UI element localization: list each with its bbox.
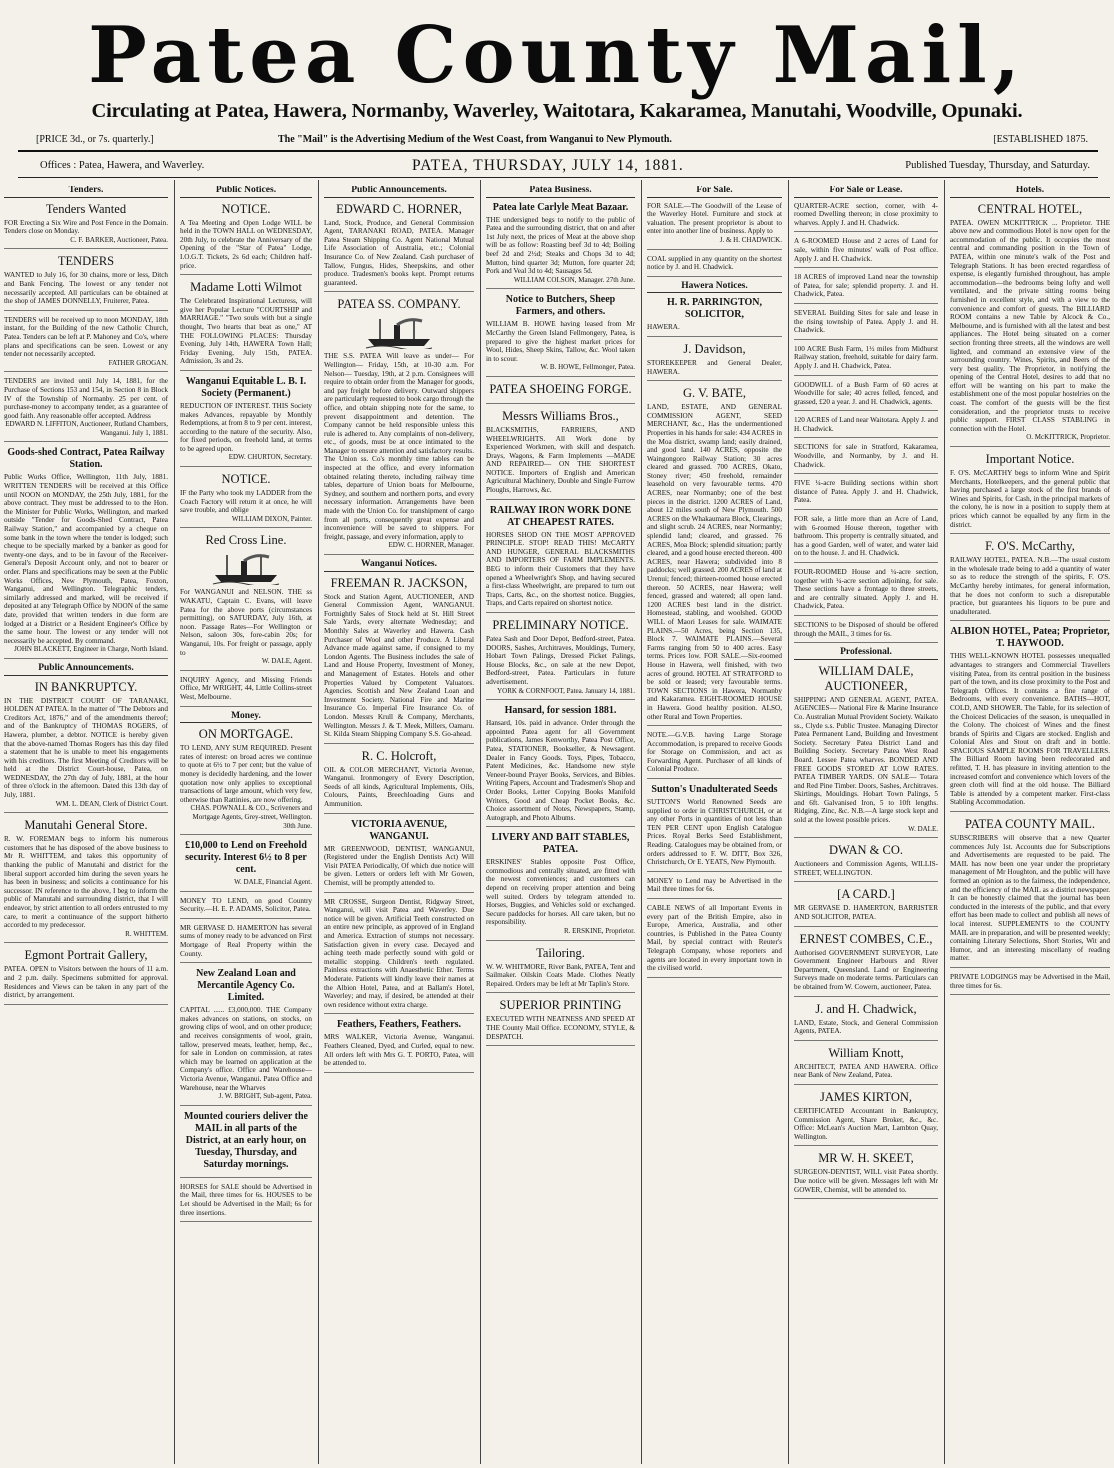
column-public-announcements	[324, 186, 474, 1462]
ad-body: PRIVATE LODGINGS may be Advertised in the Mail, three times for 6s.	[950, 972, 1110, 990]
column-heading: Hotels.	[950, 186, 1110, 198]
ad-signature: EDW. CHURTON, Secretary.	[228, 453, 312, 462]
ad-body: WANTED to July 16, for 30 chains, more or less, Ditch and Bank Fencing. The lowest or any tender not necessarily accepted. All particulars can be obtained at the shop of JAMES DONNELLY, Fruiterer, Patea.	[4, 271, 168, 306]
established-line: [ESTABLISHED 1875.	[993, 134, 1088, 145]
ad-title: MR W. H. SKEET,	[818, 1151, 914, 1166]
ad-title: VICTORIA AVENUE, WANGANUI.	[351, 818, 447, 842]
advertisement	[180, 1111, 312, 1178]
advertisement	[794, 479, 938, 510]
advertisement	[486, 294, 635, 377]
ad-body: FIVE ¼-acre Building sections within short distance of Patea. Apply J. and H. Chadwick, Patea.	[794, 479, 938, 505]
ad-body: FOR Erecting a Six Wire and Post Fence in the Domain. Tenders close on Monday.	[4, 218, 168, 236]
column-heading: Public Notices.	[180, 186, 312, 198]
ad-title: G. V. BATE,	[682, 386, 747, 401]
advertisement	[4, 377, 168, 442]
advertisement	[180, 280, 312, 371]
ad-body: INQUIRY Agency, and Missing Friends Office, Mr WRIGHT, 44, Little Collins-street West, Melbourne.	[180, 675, 312, 701]
newspaper-title: Patea County Mail,	[88, 10, 1026, 101]
ad-signature: EDWARD N. LIFFITON, Auctioneer, Rutland Chambers, Wanganui. July 1, 1881.	[5, 420, 168, 437]
ad-body: FOR sale, a little more than an Acre of Land, with 6-roomed House thereon, together with bathroom. This property is centrally situated, and has a good Garden, well of water, and water laid on to the house. J. and H. Chadwick.	[794, 515, 938, 558]
ad-body: SURGEON-DENTIST, WILL visit Patea shortly. Due notice will be given. Messages left with Mr GOWER, Chemist, will be attended to.	[794, 1168, 938, 1194]
column-heading: Public Announcements.	[324, 186, 474, 198]
column-heading: Tenders.	[4, 186, 168, 198]
ad-title: J. and H. Chadwick,	[815, 1001, 917, 1016]
ad-title: Madame Lotti Wilmot	[190, 280, 302, 295]
ad-body: A 6-ROOMED House and 2 acres of Land for sale, within five minutes' walk of Post office. Apply J. and H. Chadwick.	[794, 237, 938, 263]
ad-body: BLACKSMITHS, FARRIERS, AND WHEELWRIGHTS. All Work done by Experienced Workmen, with skill and despatch. Drays, Wagons, & Farm Implements —MADE AND REPAIRED— ON THE SHORTEST NOTICE. Importers of English and American Agricultural Machinery, Double and Single Furrow Ploughs, Harrows, &c.	[486, 425, 635, 495]
ad-body: R. W. FOREMAN begs to inform his numerous customers that he has disposed of the above business to Mr R. WHITTEM, and takes this opportunity of thanking the public of Manutahi and district for the liberal support accorded him during the seven years he has been in business; and solicits a continuance for his successor. IN reference to the above, I beg to inform the public of Manutahi and surrounding district, that I will endeavor, by strict attention to all orders entrusted to my care, to merit a continuance of the support hitherto accorded to my predecessor.	[4, 835, 168, 930]
ad-title: Egmont Portrait Gallery,	[24, 948, 148, 963]
ad-signature: O. McKITTRICK, Proprietor.	[1026, 433, 1110, 442]
advertisement	[794, 568, 938, 616]
column-divider	[944, 180, 945, 1464]
ad-title: Notice to Butchers, Sheep Farmers, and others.	[505, 294, 616, 318]
ad-title: New Zealand Loan and Mercantile Agency Co. Limited.	[196, 968, 296, 1004]
ad-signature: W. DALE.	[908, 824, 938, 833]
ad-body: Patea Sash and Door Depot, Bedford-street, Patea. DOORS, Sashes, Architraves, Mouldings, Turnery, Hobart Town Palings, Dressed Picket Palings, House Blocks, &c., on sale at the new Depot, Bedford-street, Patea. Particulars in future advertisement.	[486, 635, 635, 686]
ad-body: THE undersigned begs to notify to the public of Patea and the surrounding district, that on and after 1st July next, the prices of Meat at the above shop will be as follow: Roasting beef 3d to 4d; Boiling beef 2d and 2½d; Steaks and Chops 3d to 4d; Mutton, hind quarter 3d; Mutton, fore quarter 2d; Pork and Veal 3d to 4d; Sausages 5d.	[486, 215, 635, 276]
ad-body: F. O'S. McCARTHY begs to inform Wine and Spirit Merchants, Hotelkeepers, and the general public that having purchased a large stock of the first brands of Wines and Spirits, for Cash, in the principal markets of the colony, he is now in a position to supply them at prices which cannot be equalled by any firm in the district.	[950, 469, 1110, 529]
advertisement	[647, 784, 782, 872]
column-hotels	[950, 186, 1110, 1462]
ad-signature: W. B. HOWE, Fellmonger, Patea.	[540, 363, 635, 372]
advertisement	[950, 973, 1110, 995]
ad-body: Hansard, 10s. paid in advance. Order through the appointed Patea agent for all Government publications, James Kenworthy, Patea Post Office, Patea, STATIONER, Bookseller, & Newsagent. Dealer in Fancy Goods. Toys, Pipes, Tobacco, Patent Medicines, &c. Handsome new style Veneer-bound Prayer Books, Services, and Bibles. Writing Papers, Account and Tradesmen's Shop and Order Books, Letter Copying Books Manifold Writers, Good and Cheap Pocket Books, &c. Choice assortment of Notes, Newspapers, Stamp, Autograph, and Photo Albums.	[486, 719, 635, 822]
ad-title: FREEMAN R. JACKSON,	[330, 575, 468, 590]
advertisement	[180, 202, 312, 276]
ad-body: THIS WELL-KNOWN HOTEL possesses unequalled advantages to strangers and Commercial Travellers visiting Patea, from its central position in the business part of the town, and its close proximity to the Post and Telegraph Offices. It contains a fine range of Bedrooms, with every convenience. BATHS—HOT, COLD, AND SHOWER. The Table, for its selection of the Choicest Delicacies of the season, is unequalled in the Colony. The choicest of Wines and the finest brands of Spirits and Cigars are stocked. English and Colonial Ales and Stout on draft and in bottle. SPACIOUS SAMPLE ROOMS FOR TRAVELLERS. The Billiard Room having been redecorated and refitted, T. H. has pleasure in inviting attention to the increased comfort and convenience which lovers of the green cloth will find at the old house. The Billiard Table is attended by a competent marker. First-class Stabling Accommodation.	[950, 652, 1110, 807]
ad-title: F. O'S. McCarthy,	[985, 539, 1075, 554]
ad-body: MR GREENWOOD, DENTIST, WANGANUI, (Registered under the English Dentists Act) Will Visit PATEA Periodically, Of which due notice will be given. Letters or orders left with Mr Gowen, Chemist, will be promptly attended to.	[324, 844, 474, 888]
offices-line: Offices : Patea, Hawera, and Waverley.	[40, 160, 205, 171]
ad-title: JAMES KIRTON,	[819, 1089, 913, 1104]
ad-title: ON MORTGAGE.	[198, 727, 294, 742]
ad-signature: WILLIAM DIXON, Painter.	[231, 514, 312, 523]
advertisement	[950, 452, 1110, 534]
advertisement	[180, 968, 312, 1106]
advertisement	[486, 409, 635, 500]
column-divider	[174, 180, 175, 1464]
ad-title: WILLIAM DALE, AUCTIONEER,	[818, 663, 914, 693]
advertisement	[794, 621, 938, 643]
advertisement	[486, 618, 635, 700]
ad-title: Tailoring.	[536, 945, 585, 960]
ad-title: PATEA SHOEING FORGE.	[489, 381, 632, 396]
ad-body: MONEY TO LEND, on good Country Security.—H. E. P. ADAMS, Solicitor, Patea.	[180, 896, 312, 914]
ad-signature: FATHER GROGAN.	[108, 358, 168, 367]
advertisement	[794, 345, 938, 376]
ad-title: NOTICE.	[221, 472, 271, 487]
ad-body: LAND, Estate, Stock, and General Commission Agents, PATEA.	[794, 1018, 938, 1036]
ad-body: IF the Party who took my LADDER from the Coach Factory will return it at once, he will save trouble, and oblige	[180, 489, 312, 515]
advertisement	[794, 1151, 938, 1199]
ad-title: Tenders Wanted	[45, 201, 127, 216]
ad-title: Wanganui Equitable L. B. I. Society (Permanent.)	[185, 375, 307, 399]
ad-body: MR GERVASE D. HAMERTON has several sums of money ready to be advanced on First Mortgage of Real Property within the County.	[180, 923, 312, 958]
ad-body: OIL & COLOR MERCHANT, Victoria Avenue, Wanganui. Ironmongery of Every Description, Seeds of all kinds, Agricultural Implements, Oils, Colours, Paints, Breechloading Guns and Ammunition.	[324, 765, 474, 809]
ad-signature: J. & H. CHADWICK.	[719, 235, 782, 244]
ad-body: For WANGANUI and NELSON. THE ss WAKATU, Captain C. Evans, will leave Patea for the above ports (circumstances permitting), on SATURDAY, July 16th, at noon. Passage Rates—For Wellington or Nelson, saloon 30s, fore-cabin 20s; for Wanganui, 10s. For freight or passage, apply to	[180, 588, 312, 657]
advertisement	[794, 887, 938, 926]
ad-signature: R. ERSKINE, Proprietor.	[564, 927, 635, 936]
ad-body: WILLIAM B. HOWE having leased from Mr McCarthy the Green Island Fellmongery, Patea, is prepared to give the highest market prices for Wool, Hides, Sheep Skins, Tallow, &c. Wool taken in to scour.	[486, 320, 635, 363]
ad-body: CABLE NEWS of all Important Events in every part of the British Empire, also in Europe, America, Australia, and other countries, is Published in the Patea County Mail, by special contract with Reuter's Telegraph Company, whose reporters and agents are located in every important town in the civilised world.	[647, 904, 782, 973]
ad-body: FOR SALE.—The Goodwill of the Lease of the Waverley Hotel. Furniture and stock at valuation. The present proprietor is about to enter into another line of business. Apply to	[647, 201, 782, 236]
ad-body: PATEA. OPEN to Visitors between the hours of 11 a.m. and 2 p.m. daily. Specimens submitted for approval. Residences and Views can be taken in any part of the district, by arrangement.	[4, 965, 168, 1000]
ad-title: IN BANKRUPTCY.	[34, 679, 138, 694]
ad-body: HORSES SHOD ON THE MOST APPROVED PRINCIPLE. STOP! READ THIS! McCARTY AND HUNGER, GENERAL BLACKSMITHS AND IMPORTERS OF FARM IMPLEMENTS. BEG to inform their Customers that they have opened a Wheelwright's Shop, and having secured a first-class Wheelwright, are prepared to turn out Traps, Carts, &c., on the shortest notice. Buggies, Traps, and Carts repaired on shortest notice.	[486, 530, 635, 608]
column-divider	[480, 180, 481, 1464]
ad-body: IN THE DISTRICT COURT OF TARANAKI, HOLDEN AT PATEA. In the matter of "The Debtors and Creditors Act, 1876," and of the amendments thereof; and of the Bankruptcy of THOMAS ROGERS, of Hawera, plumber, a debtor. NOTICE is hereby given that the above-named Thomas Rogers has this day filed a statement that he is unable to meet his engagements with his creditors. The first Meeting of Creditors will be held at the District Court-house, Patea, on WEDNESDAY, the 27th day of July, 1881, at the hour of three o'clock in the afternoon. Dated this 13th day of July, 1881.	[4, 696, 168, 800]
column-heading: Public Announcements.	[4, 664, 168, 676]
advertisement	[4, 316, 168, 373]
ad-title: Messrs Williams Bros.,	[502, 408, 619, 423]
ad-body: Stock and Station Agent, AUCTIONEER, AND General Commission Agent, WANGANUI. Fortnightly Sales of Stock held at St. Hill Street Sale Yards, every alternate Wednesday; and Monthly Sales at Waverley and Hawera. Cash Purchaser of Wool and other Produce. A Liberal Advance made against same, if consigned to my London Agents. The Business includes the sale of Land and House Property, Investment of Money, and Management of Estates. Hotels and other Properties Valued by Competent Valuators. Agencies. Scottish and New Zealand Loan and Investment Society. National Fire and Marine Insurance Co. Imperial Fire Insurance Co. of London. Messrs Krull & Company, Merchants, Wellington. Messrs J. & T. Meek, Millers, Oamaru. St. Kilda Steam Shipping Company S.S. Go-ahead.	[324, 592, 474, 739]
ad-title: NOTICE.	[221, 201, 271, 216]
advertisement	[794, 416, 938, 438]
ad-body: SEVERAL Building Sites for sale and lease in the rising township of Patea. Apply J. and H. Chadwick.	[794, 308, 938, 335]
ad-body: SECTIONS for sale in Stratford, Kakaramea, Woodville, and Normanby, by J. and H. Chadwick.	[794, 443, 938, 469]
ad-title: William Knott,	[828, 1045, 904, 1060]
advertisement	[324, 576, 474, 744]
advertisement	[794, 273, 938, 304]
ad-body: CERTIFICATED Accountant in Bankruptcy, Commission Agent, Share Broker, &c., &c. Office: McLean's Auction Mart, Lambton Quay, Wellington.	[794, 1106, 938, 1141]
advertisement	[794, 443, 938, 474]
ad-title: SUPERIOR PRINTING	[499, 998, 622, 1013]
dateline-rule	[18, 177, 1098, 178]
ad-body: NOTE.—G.V.B. having Large Storage Accommodation, is prepared to receive Goods for Storage on Commission, and act as Forwarding Agent. Purchaser of all kinds of Colonial Produce.	[647, 731, 782, 774]
column-divider	[318, 180, 319, 1464]
column-divider	[641, 180, 642, 1464]
advertisement	[794, 1090, 938, 1146]
ad-body: TENDERS are invited until July 14, 1881, for the Purchase of Sections 153 and 154, in Section 8 in Block IV of the Township of Normanby. 25 per cent. of purchase-money to accompany tender, as a guarantee of good faith. Any reasonable offer accepted. Address	[4, 377, 168, 420]
advertisement	[486, 705, 635, 827]
ad-title: ERNEST COMBES, C.E.,	[799, 931, 933, 946]
masthead	[0, 0, 1114, 150]
ad-body: SUBSCRIBERS will observe that a new Quarter commences July 1st. Accounts due for Subscriptions and Advertisements are requested to be paid. The MAIL has now been one year under the proprietary management of Mr Houghton, and the public will have formed an opinion as to the fairness, the independence, and the efficiency of the MAIL as a district newspaper. It can be honestly claimed that the journal has been conducted in the interests of the public, and that every effort has been made to collect and publish all news of local interest. SUPPLEMENTS to the COUNTY MAIL are in preparation, and will be presented weekly; containing Literary Selections, Short Stories, Wit and Humor, and an interesting miscellany of reading matter.	[950, 834, 1110, 963]
ad-body: W. W. WHITMORE, River Bank, PATEA, Tent and Sailmaker. Oilskin Coats Made. Clothes Neatly Repaired. Orders may be left at Mr Taplin's Store.	[486, 962, 635, 988]
advertisement	[324, 297, 474, 555]
advertisement	[486, 382, 635, 404]
advertisement	[180, 472, 312, 528]
column-patea-business	[486, 186, 635, 1462]
advertisement	[324, 202, 474, 293]
ad-body: A Tea Meeting and Open Lodge WILL be held in the TOWN HALL on WEDNESDAY, 20th July, to celebrate the Anniversary of the Opening of the "Star of Patea" Lodge, I.O.G.T. Tickets, 2s 6d each; Children half-price.	[180, 218, 312, 270]
ad-signature: J. W. BRIGHT, Sub-agent, Patea.	[218, 1092, 312, 1101]
ad-signature: W. DALE, Financial Agent.	[234, 878, 312, 887]
advertisement	[4, 447, 168, 658]
ad-body: Authorised GOVERNMENT SURVEYOR, Late Government Engineer Harbours and River Department, Queensland. Land or Engineering Surveys made on moderate terms. Particulars can be obtained from W. Cowern, auctioneer, Patea.	[794, 948, 938, 991]
ad-body: REDUCTION OF INTEREST. THIS Society makes Advances, repayable by Monthly Redemptions, at from 8 to 9 per cent. interest, according to the nature of the security. Also, for fixed periods, on freehold land, at terms to be agreed upon.	[180, 401, 312, 453]
advertisement	[486, 946, 635, 994]
ad-body: 120 ACRES of Land near Waitotara. Apply J. and H. Chadwick.	[794, 416, 938, 433]
advertisement	[950, 539, 1110, 621]
ad-body: HORSES for SALE should be Advertised in the Mail, three times for 6s. HOUSES to be Let should be Advertised in the Mail; 6s for three insertions.	[180, 1182, 312, 1217]
advertisement	[950, 202, 1110, 447]
advertisement	[794, 843, 938, 882]
issue-date: PATEA, THURSDAY, JULY 14, 1881.	[412, 157, 684, 174]
advertising-medium-line: The "Mail" is the Advertising Medium of the West Coast, from Wanganui to New Plymouth.	[278, 134, 672, 145]
ad-title: J. Davidson,	[683, 341, 746, 356]
ad-signature: WM. L. DEAN, Clerk of District Court.	[55, 799, 168, 808]
advertisement	[794, 381, 938, 412]
ad-body: FOUR-ROOMED House and ¼-acre section, together with ¼-acre section adjoining, for sale. These sections have a frontage to three streets, and are centrally situated. Apply J. and H. Chadwick, Patea.	[794, 568, 938, 611]
ad-body: THE S.S. PATEA Will leave as under— For Wellington— Friday, 15th, at 10-30 a.m. For Nelson— Tuesday, 19th, at 2 p.m. Consignees will require to obtain order from the Manager for goods, and pay freight before delivery. Outward shippers are particularly requested to book cargo through the office, and obtain shipping note for the same, to prevent disappointment and detention. The Company cannot be held responsible unless this rule is adhered to. Any complaints of non-delivery, etc., of goods, must be at once intimated to the Manager to ensure attention and satisfactory results. The Union ss. Co's monthly time tables can be inspected at the office, and every information obtained relating thereto, including railway time tables, departure of Union boats for Melbourne, Sydney, and southern and northern ports, and every necessary information. Arrangements have been made with the Union Co. for transhipment of cargo from all ports, consequently great expense and inconvenience will be saved to shippers. For freight, passage, and every information, apply to	[324, 352, 474, 541]
advertisement	[180, 533, 312, 670]
ad-title: H. R. PARRINGTON, SOLICITOR,	[667, 297, 762, 321]
ad-body: Public Works Office, Wellington, 11th July, 1881. WRITTEN TENDERS will be received at this Office until NOON on MONDAY, the 25th July, 1881, for the above contract. They must be addressed to to the Hon. the Minister for Public Works, Wellington, and marked outside "Tender for Goods-Shed Contract, Patea Railway Station," and accompanied by a cheque on some bank in the town where the tender is lodged; such cheque to be specially marked by a banker as good for twenty-one days, and to be in favour of the Receiver-General's Deposit Account only, and not to bearer or order. Plans and specifications may be seen at the Public Works Offices, New Plymouth, Patea, Foxton, Wanganui, and Wellington. Telegraphic tenders, similarly addressed and marked, will be received if deposited at any Telegraph Office by NOON of the same date, provided that written tenders in due form are lodged at a District or a Resident Engineer's Office by the same hour. The lowest or any tender will not necessarily be accepted. By command.	[4, 473, 168, 645]
column-heading: Wanganui Notices.	[324, 560, 474, 572]
ad-title: Manutahi General Store.	[24, 818, 148, 833]
ad-signature: YORK & CORNFOOT, Patea. January 14, 1881.	[497, 686, 635, 695]
advertisement	[647, 255, 782, 277]
ad-body: MR CROSSE, Surgeon Dentist, Ridgway Street, Wanganui, will visit Patea and Waverley. Due notice will be given. Artificial Teeth constructed on an entire new principle, as approved of in England and America. Extraction of stumps not necessary. Satisfaction given in every case. Decayed and aching teeth made perfectly sound with gold or metallic stopping. Children's teeth regulated. Painless extractions with Anaesthetic Ether. Terms Moderate. Patients will kindly leave their names at the Albion Hotel, Patea, and at Ballam's Hotel, Waverley; and may, if desired, be attended at their own residence without extra charge.	[324, 897, 474, 1009]
ad-title: LIVERY AND BAIT STABLES, PATEA.	[491, 832, 630, 856]
ad-body: MRS WALKER, Victoria Avenue, Wanganui. Feathers Cleaned, Dyed, and Curled, equal to new. All orders left with Mrs G. T. PORTO, Patea, will be attended to.	[324, 1033, 474, 1068]
circulation-line: Circulating at Patea, Hawera, Normanby, Waverley, Waitotara, Kakaramea, Manutahi, Woodville, Opunaki.	[91, 100, 1023, 122]
ad-body: QUARTER-ACRE section, corner, with 4-roomed Dwelling thereon; in close proximity to wharves. Apply J. and H. Chadwick.	[794, 201, 938, 227]
advertisement	[647, 731, 782, 779]
advertisement	[794, 515, 938, 563]
ad-title: DWAN & CO.	[829, 843, 903, 858]
ad-body: CAPITAL ...... £3,000,000. THE Company makes advances on stations, on stocks, on growing clips of wool, and on other produce; and receives consignments of wool, grain, tallow, preserved meats, leather, hemp, &c., for sale in London on commission, at rates which may be learned on application at the Company's office. Office and Warehouse—Victoria Avenue, Wanganui. Patea Office and Warehouse, near the Wharves	[180, 1006, 312, 1092]
price-line: [PRICE 3d., or 7s. quarterly.]	[36, 134, 154, 145]
ad-signature: EDW. C. HORNER, Manager.	[388, 541, 474, 550]
advertisement	[647, 342, 782, 381]
ad-title: PATEA COUNTY MAIL.	[965, 817, 1095, 832]
ad-title: Sutton's Unadulterated Seeds	[651, 784, 778, 796]
ad-title: PATEA SS. COMPANY.	[337, 297, 461, 312]
ad-body: The Celebrated Inspirational Lecturess, will give her Popular Lecture "COURTSHIP and MARRIAGE." "Two souls with but a single thought, Two hearts that beat as one," AT THE FOLLOWING PLACES: Thursday Evening, July 14th, HAWERA Town Hall; Friday Evening, July 15th, PATEA. Admission, 3s and 2s.	[180, 297, 312, 366]
column-heading: Money.	[180, 712, 312, 724]
ad-body: GOODWILL of a Bush Farm of 60 acres at Woodville for sale; 40 acres felled, fenced, and grassed, £20 a year. J. and H. Chadwick, agents.	[794, 380, 938, 406]
advertisement	[794, 237, 938, 268]
ad-title: EDWARD C. HORNER,	[336, 201, 462, 216]
advertisement	[794, 1002, 938, 1041]
ad-body: RAILWAY HOTEL, PATEA. N.B.—The usual custom in the wholesale trade being to add a quantity of water so as to reduce the strength of the spirits, F. O'S. McCarthy hereby intimates, for general information, that he does not conform to such a disreputable practice, but guarantees his liquors to be pure and unadulterated.	[950, 556, 1110, 616]
ad-body: PATEA. OWEN MCKITTRICK ... Proprietor. THE above new and commodious Hotel is now open for the accommodation of the public. It occupies the most central and commanding position in the Town of PATEA, within one minute's walk of the Post and Telegraph Stations. It has been erected regardless of expense, is elegantly furnished throughout, has ample accommodation—the bedrooms being lofty and well ventilated, and the private sitting rooms being furnished in excellent style, and with a view to the convenience and comfort of guests. The BILLIARD ROOM contains a new Table by Alcock & Co., Melbourne, and is furnished with all the latest and best appliances. The Hotel being situated on a corner section fronting three streets, all the windows are well lighted, and command an extensive view of the surrounding country. Wines, Spirits, and Beers of the very best quality. The Proprietor, in notifying the opening of the Central Hotel, desires to add that no effort will be wanting on his part to make the establishment one of the most popular hostelries on the coast. The comfort of the guests will be the first consideration, and the proprietor trusts to receive public support. FIRST CLASS STABLING in connection with the Hotel.	[950, 218, 1110, 433]
column-heading: For Sale or Lease.	[794, 186, 938, 198]
ad-signature: W. DALE, Agent.	[261, 657, 312, 666]
ad-title: R. C. Holcroft,	[361, 748, 437, 763]
advertisement	[950, 817, 1110, 968]
column-heading: Professional.	[794, 648, 938, 660]
advertisement	[180, 376, 312, 467]
ad-title: RAILWAY IRON WORK DONE AT CHEAPEST RATES.	[489, 504, 632, 528]
advertisement	[794, 202, 938, 233]
ad-title: [A CARD.]	[837, 887, 895, 902]
ad-title: Mounted couriers deliver the MAIL in all parts of the District, at an early hour, on Tuesday, Thursday, and Saturday mornings.	[184, 1110, 308, 1170]
column-public-notices	[180, 186, 312, 1462]
ad-body: 18 ACRES of improved Land near the township of Patea, for sale; splendid property. J. and H. Chadwick, Patea.	[794, 273, 938, 299]
advertisement	[486, 202, 635, 290]
advertisement	[4, 254, 168, 310]
ad-title: Feathers, Feathers, Feathers.	[336, 1019, 462, 1031]
advertisement	[324, 749, 474, 814]
ad-body: ERSKINES' Stables opposite Post Office, commodious and centrally situated, are fitted with the newest conveniences; and customers can depend on receiving proper attention and being well suited. Orders by telegram attended to. Horses, Buggies, and Vehicles sold or exchanged. Secure paddocks for horses. All care taken, but no responsibility.	[486, 858, 635, 927]
ad-body: MONEY to Lend may be Advertised in the Mail three times for 6s.	[647, 876, 782, 894]
column-tenders	[4, 186, 168, 1462]
advertisement	[180, 676, 312, 707]
advertisement	[647, 202, 782, 250]
column-heading: For Sale.	[647, 186, 782, 198]
column-heading: Hawera Notices.	[647, 282, 782, 294]
advertisement	[180, 840, 312, 892]
ad-body: SECTIONS to be Disposed of should be offered through the MAIL, 3 times for 6s.	[794, 620, 938, 638]
ad-body: MR GERVASE D. HAMERTON, BARRISTER AND SOLICITOR, PATEA.	[794, 904, 938, 922]
advertisement	[647, 297, 782, 337]
advertisement	[486, 832, 635, 940]
advertisement	[180, 924, 312, 963]
advertisement	[324, 898, 474, 1015]
ad-body: EXECUTED WITH NEATNESS AND SPEED AT THE County Mail Office. ECONOMY, STYLE, & DESPATCH.	[486, 1015, 635, 1041]
ad-title: Patea late Carlyle Meat Bazaar.	[492, 201, 629, 213]
ad-body: COAL supplied in any quantity on the shortest notice by J. and H. Chadwick.	[647, 254, 782, 272]
ad-title: ALBION HOTEL, Patea; Proprietor, T. HAYWOOD.	[950, 626, 1110, 650]
advertisement	[647, 877, 782, 899]
ad-title: Goods-shed Contract, Patea Railway Station.	[7, 447, 165, 471]
advertisement	[324, 1019, 474, 1072]
advertisement	[794, 1046, 938, 1085]
advertisement	[950, 626, 1110, 812]
steamship-icon	[211, 551, 281, 585]
ad-body: TENDERS will be received up to noon MONDAY, 18th instant, for the Building of the new Catholic Church, Patea. Tenders can be left at P. Mahoney and Co's, where plans and specifications can be seen. Lowest or any tender not necessarily accepted.	[4, 315, 168, 359]
ad-body: 100 ACRE Bush Farm, 1½ miles from Midhurst Railway station, freehold, suitable for dairy farm. Apply J. and H. Chadwick, Patea.	[794, 344, 938, 370]
top-rule	[18, 150, 1098, 152]
ad-body: SUTTON'S World Renowned Seeds are supplied to order in CHRISTCHURCH, or at any other Ports in quantities of not less than TEN PER CENT upon English Catalogue Prices. Royal Berks Seed Establishment, Reading. Catalogues may be obtained from, or orders addressed to F. W. DITT, Box 326, Christchurch, Or E. YEATS, New Plymouth.	[647, 798, 782, 867]
advertisement	[180, 727, 312, 835]
ad-title: CENTRAL HOTEL,	[977, 201, 1083, 216]
ad-signature: WILLIAM COLSON, Manager. 27th June.	[513, 275, 635, 284]
published-line: Published Tuesday, Thursday, and Saturday.	[905, 160, 1090, 171]
advertisement	[794, 932, 938, 997]
advertisement	[486, 505, 635, 613]
ad-body: SHIPPING AND GENERAL AGENT, PATEA. AGENCIES— National Fire & Marine Insurance Co. Australian Mutual Provident Society. Waikato ss., Clyde s.s. Public Trustee. Managing Director Patea Permanent Land, Building and Investment Society. Secretary Patea District Land and Building Society. Secretary Patea West Road Board. Lessee Patea wharves. BONDED AND FREE GOODS STORED AT LOW RATES. PATEA TIMBER YARDS. ON SALE— Totara and Red Pine Timber. Doors, Sashes, Architraves. Skirtings, Mouldings. Hobart Town Palings, 5 and 6ft. Galvanised Iron, 5 to 10ft lengths. Ridging, Zinc, &c. N.B.—A large stock kept and sold at the lowest possible prices.	[794, 695, 938, 825]
ad-body: STOREKEEPER and General Dealer, HAWERA.	[647, 358, 782, 376]
ad-body: Auctioneers and Commission Agents, WILLIS-STREET, WELLINGTON.	[794, 860, 938, 877]
column-heading: Patea Business.	[486, 186, 635, 198]
ad-title: £10,000 to Lend on Freehold security. Interest 6½ to 8 per cent.	[185, 840, 307, 876]
advertisement	[4, 680, 168, 814]
advertisement	[4, 818, 168, 943]
ad-body: ARCHITECT, PATEA AND HAWERA. Office near Bank of New Zealand, Patea.	[794, 1062, 938, 1080]
ad-title: Important Notice.	[985, 452, 1075, 467]
ad-title: Hansard, for session 1881.	[504, 705, 617, 717]
ad-title: PRELIMINARY NOTICE.	[492, 618, 629, 632]
column-divider	[788, 180, 789, 1464]
column-for-sale-or-lease	[794, 186, 938, 1462]
advertisement	[647, 904, 782, 978]
ad-signature: C. F. BARKER, Auctioneer, Patea.	[70, 235, 168, 244]
advertisement	[324, 819, 474, 893]
advertisement	[4, 202, 168, 250]
ad-title: Red Cross Line.	[205, 533, 287, 548]
steamship-icon	[364, 315, 434, 349]
advertisement	[180, 897, 312, 919]
advertisement	[647, 386, 782, 726]
advertisement	[794, 664, 938, 839]
ad-body: TO LEND, ANY SUM REQUIRED. Present rates of interest: on broad acres we continue to quote at 6½ to 7 per cent; but the value of money is decidedly hardening, and the lower quotation now only applies to exceptional transactions of large amount, which very few, otherwise than Rattinies, are now offering.	[180, 744, 312, 804]
ad-signature: CHAS. POWNALL & CO., Scriveners and Mortgage Agents, Grey-street, Wellington. 30th June.	[190, 804, 312, 830]
advertisement	[486, 998, 635, 1046]
ad-body: HAWERA.	[647, 323, 680, 332]
ad-signature: R. WHITTEM.	[125, 929, 168, 938]
ad-body: LAND, ESTATE, AND GENERAL COMMISSION AGENT, SEED MERCHANT, &c., Has the undermentioned Properties in his hands for sale: 434 ACRES in the Moa district, swamp land; easily drained, and good land. 140 ACRES, opposite the Waingongoro Railway Station; 30 acres cleared and grassed. 700 ACRES, Okato, Stoney river; 450 freehold, remainder leasehold on very favourable terms. 470 ACRES, near Normanby; one of the best pieces in the district. 1200 ACRES of Land, about 12 miles south of New Plymouth. 500 ACRES on the Whakaumara Block, Clearings, and slight scrub. 24 ACRES, near Normanby; splendid land; cleared, and grassed. 76 ACRES, Moa Block; splendid situation; partly cleared, and a good house erected thereon. 400 ACRES, near Hawera; subdivided into 8 paddocks; well grassed. 200 ACRES of land at Urenui; fenced; thirteen-roomed house erected thereon. 50 ACRES, near Hawera; well fenced, grassed and watered; all open land. 1200 ACRES best land in the district. Homestead, stabling, and woolshed. GOOD WILL of Maori Leases for sale. WAIMATE PLAINS.—50 Acres, being Section 135, Block 7. WAIMATE PLAINS.—Several Farms ranging from 50 to 400 acres. Easy terms. Prices low. FOR SALE.—Six-roomed House in Hawera, well finished, with two acres of ground. HOTEL AT STRATFORD to be sold or leased; very favourable terms. TOWN SECTIONS in Hawera, Normanby and Kakaramea. EIGHT-ROOMED HOUSE in Hawera. Good healthy position. ALSO, other Rural and Town Properties.	[647, 403, 782, 721]
ad-signature: JOHN BLACKETT, Engineer in Charge, North Island.	[14, 645, 168, 654]
column-for-sale	[647, 186, 782, 1462]
advertisement	[794, 309, 938, 340]
ad-body: Land, Stock, Produce, and General Commission Agent, TARANAKI ROAD, PATEA. Manager Patea Steam Shipping Co. Agent National Mutual Life Association of Australia, etc.; Colonial Insurance Co. of New Zealand. Cash purchaser of Tallow, Fungus, Hides, Sheepskins, and other produce. Tradesmen's books kept. Prompt returns guaranteed.	[324, 218, 474, 287]
ad-title: TENDERS	[57, 254, 115, 269]
advertisement	[4, 948, 168, 1004]
advertisement	[180, 1183, 312, 1222]
